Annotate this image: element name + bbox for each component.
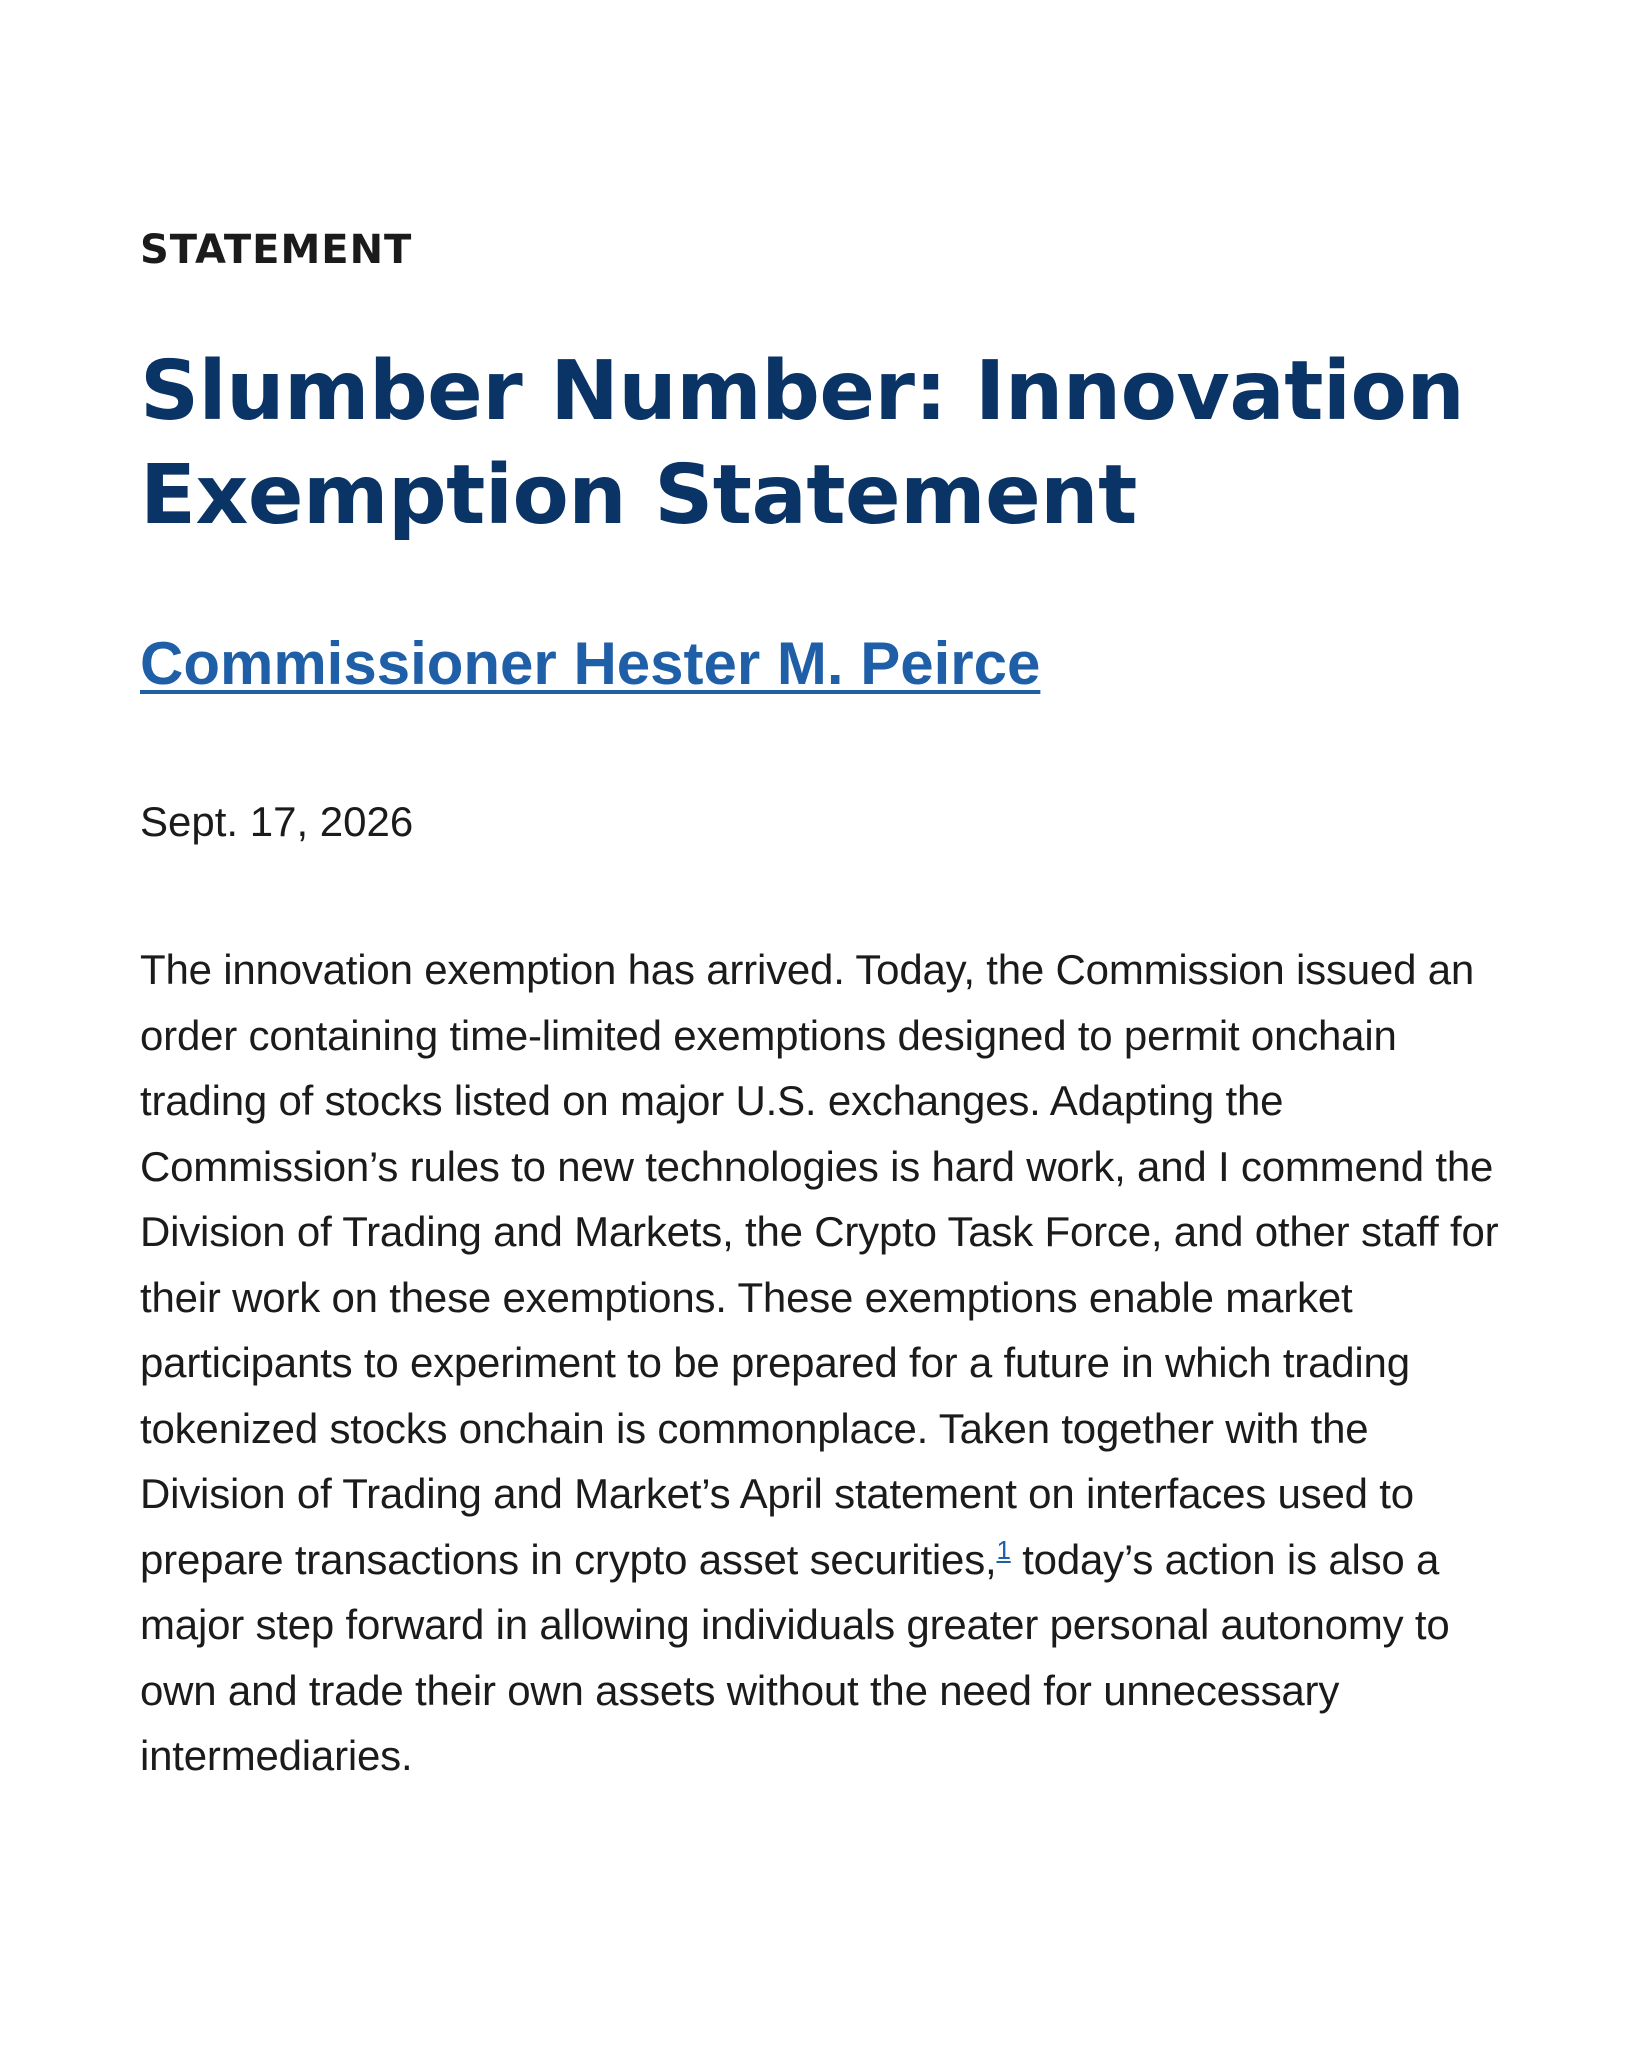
body-paragraph — [140, 937, 1520, 1789]
publication-date: Sept. 17, 2026 — [140, 798, 414, 845]
author-link[interactable]: Commissioner Hester M. Peirce — [140, 630, 1041, 697]
footnote-link[interactable]: 1 — [996, 1534, 1011, 1565]
body-text-part-2: today’s action is also a major step forward in allowing individuals greater personal autonomy to own and trade their own assets without the need for unnecessary intermediaries. — [140, 1535, 1450, 1779]
body-text-part-1: The innovation exemption has arrived. Today, the Commission issued an order containing time-limited exemptions designed to permit onchain trading of stocks listed on major U.S. exchanges. Adapting the Commission’s rules to new technologies is hard work, and I commend the Division of Trading and Markets, the Crypto Task Force, and other staff for their work on these exemptions. These exemptions enable market participants to experiment to be prepared for a future in which trading tokenized stocks onchain is commonplace. Taken together with the Division of Trading and Market’s April statement on interfaces used to prepare transactions in crypto asset securities, — [140, 946, 1499, 1583]
content-type-label: STATEMENT — [140, 227, 413, 273]
page-title: Slumber Number: Innovation Exemption Statement — [140, 344, 1465, 543]
